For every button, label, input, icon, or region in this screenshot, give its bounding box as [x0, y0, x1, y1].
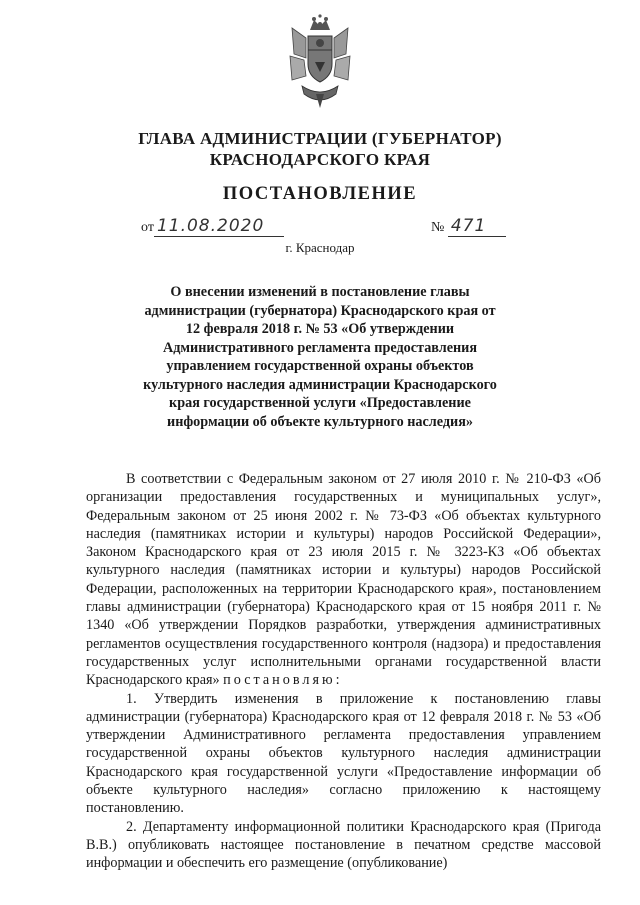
document-body: [86, 470, 601, 873]
number-prefix: №: [431, 220, 445, 235]
document-title: ПОСТАНОВЛЕНИЕ: [222, 184, 418, 204]
coat-of-arms-emblem: [288, 14, 352, 110]
document-number: [431, 216, 506, 237]
issuer-line-1: ГЛАВА АДМИНИСТРАЦИИ (ГУБЕРНАТОР): [138, 129, 502, 148]
preamble-text: В соответствии с Федеральным законом от 27 июля 2010 г. № 210-ФЗ «Об организации предоставления государственных и муниципальных услуг», Федеральным законом от 25 июня 2002 г. № 73-ФЗ «Об объектах культурного наследия (памятниках истории и культуры) народов Российской Федерации», Законом Краснодарского края от 23 июля 2015 г. № 3223-КЗ «Об объектах культурного наследия (памятниках истории и культуры) народов Российской Федерации, расположенных на территории Краснодарского края», постановлением главы администрации (губернатора) Краснодарского края от 15 ноября 2011 г. № 1340 «Об утверждении Порядков разработки, утверждения административных регламентов осуществления государственного контроля (надзора) и предоставления государственных услуг исполнительными органами государственной власти Краснодарского края»: [86, 471, 601, 689]
issuer-line-2: КРАСНОДАРСКОГО КРАЯ: [209, 150, 431, 169]
document-date: [141, 216, 284, 237]
number-handwritten: 471: [448, 216, 506, 237]
preamble-paragraph: [86, 470, 601, 690]
document-subject: О внесении изменений в постановление главы администрации (губернатора) Краснодарского края от 12 февраля 2018 г. № 53 «Об утверждении Административного регламента предоставления управлением государственной охраны объектов культурного наследия администрации Краснодарского края государственной услуги «Предоставление информации об объекте культурного наследия»: [143, 284, 497, 430]
item-1-paragraph: 1. Утвердить изменения в приложение к постановлению главы администрации (губернатора) Краснодарского края от 12 февраля 2018 г. № 53 «Об утверждении Административного регламента предоставления управлением государственной охраны объектов культурного наследия администрации Краснодарского края государственной услуги «Предоставление информации об объекте культурного наследия» согласно приложению к настоящему постановлению.: [86, 690, 601, 817]
issuer-header: [0, 128, 640, 170]
issue-city: г. Краснодар: [285, 240, 355, 255]
date-prefix: от: [141, 220, 154, 235]
date-handwritten: 11.08.2020: [154, 216, 284, 237]
decree-word: постановляю:: [223, 672, 343, 689]
item-2-paragraph: 2. Департаменту информационной политики Краснодарского края (Пригода В.В.) опубликовать настоящее постановление в печатном средстве массовой информации и обеспечить его размещение (опубликование): [86, 818, 601, 872]
